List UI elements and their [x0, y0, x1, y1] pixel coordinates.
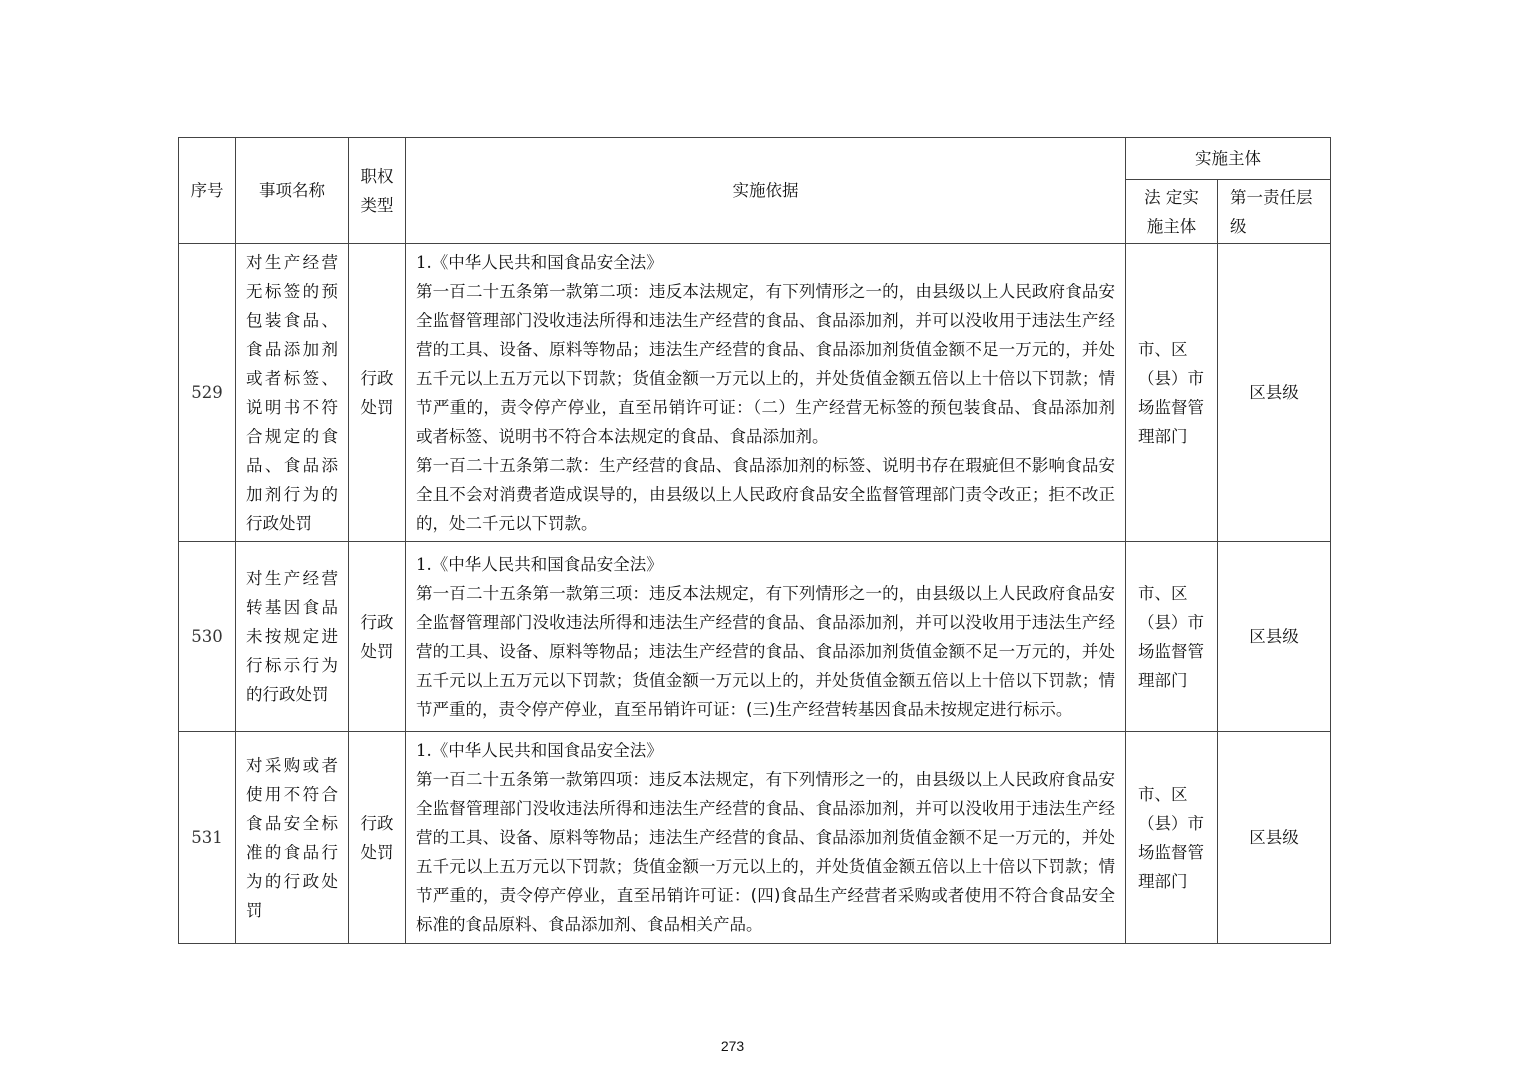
page-number: 273 [720, 1038, 745, 1054]
header-implementer: 实施主体 [1126, 138, 1331, 180]
basis-law-title: 1.《中华人民共和国食品安全法》 [416, 554, 663, 574]
basis-paragraph: 第一百二十五条第一款第三项：违反本法规定，有下列情形之一的，由县级以上人民政府食品安全监督管理部门没收违法所得和违法生产经营的食品、食品添加剂，并可以没收用于违法生产经营的工具、设备、原料等物品；违法生产经营的食品、食品添加剂货值金额不足一万元的，并处五千元以上五万元以下罚款；货值金额一万元以上的，并处货值金额五倍以上十倍以下罚款；情节严重的，责令停产停业，直至吊销许可证：(三)生产经营转基因食品未按规定进行标示。 [416, 583, 1115, 719]
header-basis: 实施依据 [406, 138, 1126, 244]
row-authority-type: 行政处罚 [349, 542, 406, 732]
row-authority-type: 行政处罚 [349, 732, 406, 944]
row-basis [406, 732, 1126, 944]
basis-paragraph: 第一百二十五条第二款：生产经营的食品、食品添加剂的标签、说明书存在瑕疵但不影响食品安全且不会对消费者造成误导的，由县级以上人民政府食品安全监督管理部门责令改正；拒不改正的，处二千元以下罚款。 [416, 455, 1115, 533]
row-legal-implementer: 市、区（县）市场监督管理部门 [1126, 244, 1218, 542]
row-responsible-level: 区县级 [1218, 244, 1331, 542]
header-legal-implementer: 法 定实施主体 [1126, 180, 1218, 244]
row-item-name: 对生产经营转基因食品未按规定进行标示行为的行政处罚 [236, 542, 349, 732]
row-item-name: 对生产经营无标签的预包装食品、食品添加剂或者标签、说明书不符合规定的食品、食品添加剂行为的行政处罚 [236, 244, 349, 542]
table-row [179, 244, 1331, 542]
header-authority-type: 职权类型 [349, 138, 406, 244]
row-responsible-level: 区县级 [1218, 542, 1331, 732]
row-basis [406, 244, 1126, 542]
basis-law-title: 1.《中华人民共和国食品安全法》 [416, 252, 663, 272]
enforcement-table [178, 137, 1331, 944]
row-legal-implementer: 市、区（县）市场监督管理部门 [1126, 732, 1218, 944]
row-responsible-level: 区县级 [1218, 732, 1331, 944]
basis-paragraph: 第一百二十五条第一款第二项：违反本法规定，有下列情形之一的，由县级以上人民政府食品安全监督管理部门没收违法所得和违法生产经营的食品、食品添加剂，并可以没收用于违法生产经营的工具、设备、原料等物品；违法生产经营的食品、食品添加剂货值金额不足一万元的，并处五千元以上五万元以下罚款；货值金额一万元以上的，并处货值金额五倍以上十倍以下罚款；情节严重的，责令停产停业，直至吊销许可证：（二）生产经营无标签的预包装食品、食品添加剂或者标签、说明书不符合本法规定的食品、食品添加剂。 [416, 281, 1115, 446]
header-item-name: 事项名称 [236, 138, 349, 244]
table-row [179, 542, 1331, 732]
row-seq: 530 [179, 542, 236, 732]
row-seq: 529 [179, 244, 236, 542]
header-seq: 序号 [179, 138, 236, 244]
row-basis [406, 542, 1126, 732]
row-item-name: 对采购或者使用不符合食品安全标准的食品行为的行政处罚 [236, 732, 349, 944]
header-first-responsible-level: 第一责任层级 [1218, 180, 1331, 244]
table-row [179, 732, 1331, 944]
row-legal-implementer: 市、区（县）市场监督管理部门 [1126, 542, 1218, 732]
row-authority-type: 行政处罚 [349, 244, 406, 542]
row-seq: 531 [179, 732, 236, 944]
basis-paragraph: 第一百二十五条第一款第四项：违反本法规定，有下列情形之一的，由县级以上人民政府食品安全监督管理部门没收违法所得和违法生产经营的食品、食品添加剂，并可以没收用于违法生产经营的工具、设备、原料等物品；违法生产经营的食品、食品添加剂货值金额不足一万元的，并处五千元以上五万元以下罚款；货值金额一万元以上的，并处货值金额五倍以上十倍以下罚款；情节严重的，责令停产停业，直至吊销许可证：(四)食品生产经营者采购或者使用不符合食品安全标准的食品原料、食品添加剂、食品相关产品。 [416, 770, 1115, 934]
basis-law-title: 1.《中华人民共和国食品安全法》 [416, 741, 663, 760]
